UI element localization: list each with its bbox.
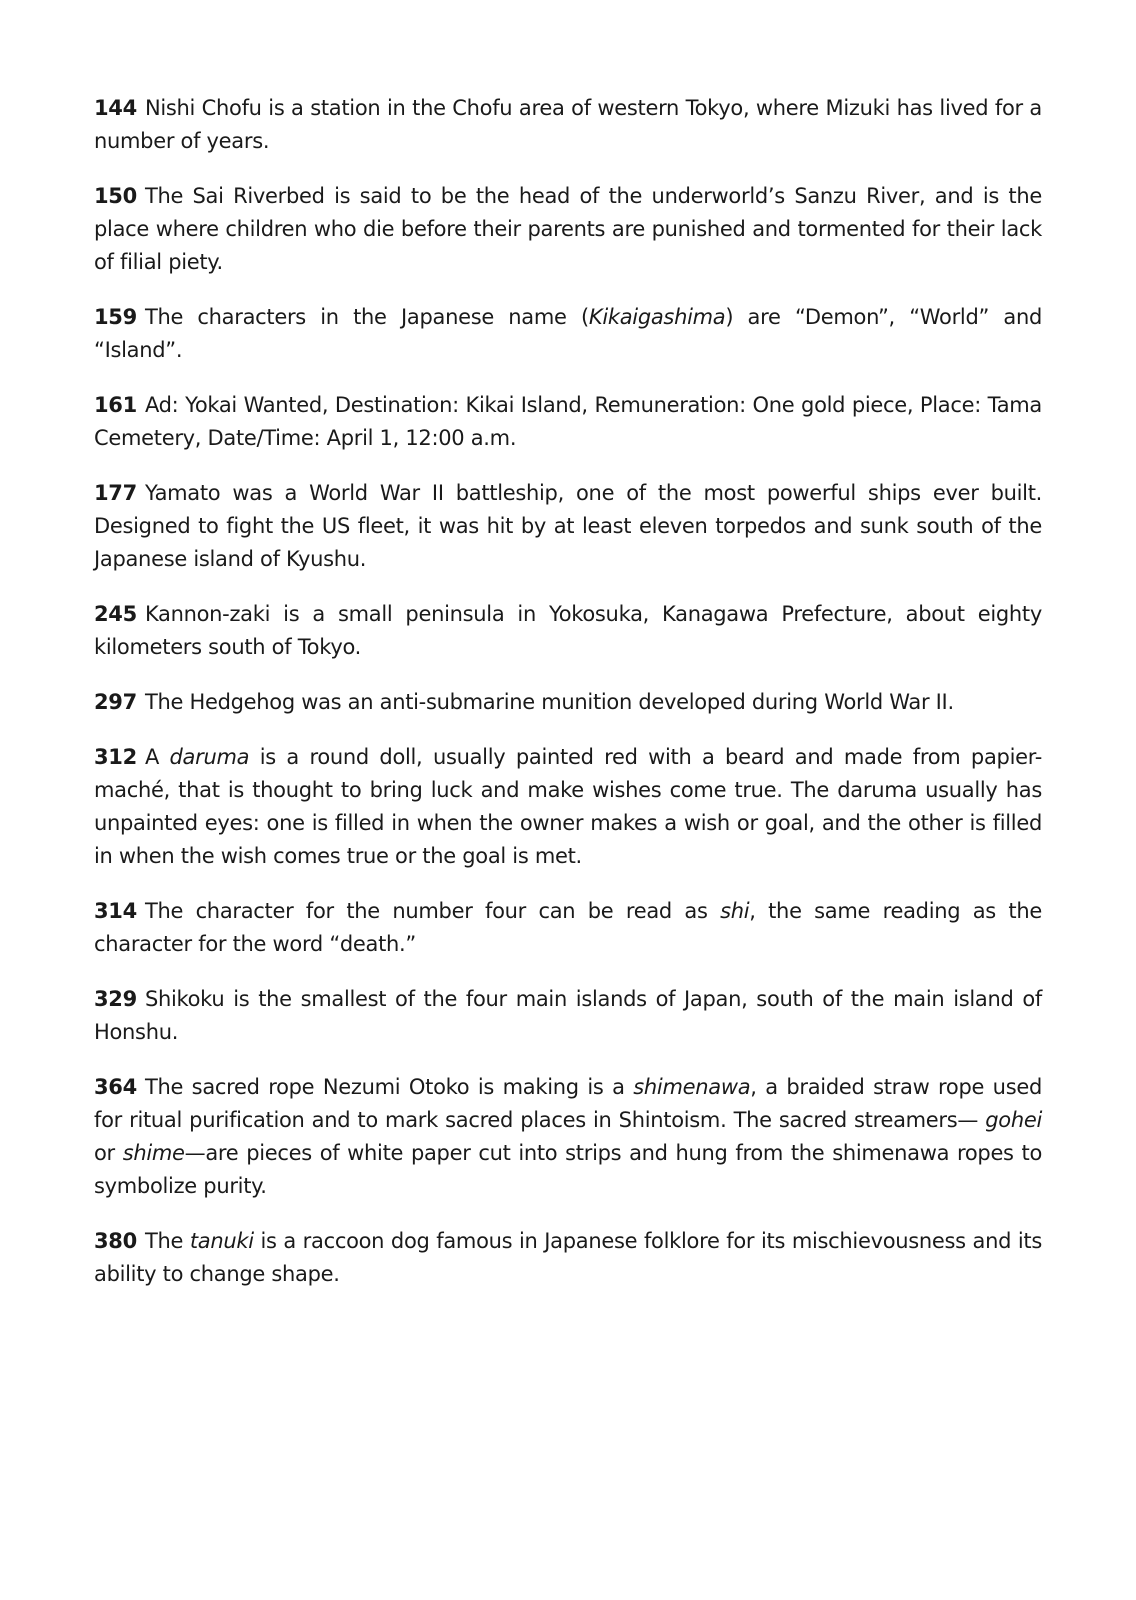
note-177: [94, 477, 1042, 576]
notes-page: [94, 92, 1042, 1313]
note-number: 364: [94, 1075, 137, 1099]
note-italic-term: shime: [122, 1141, 185, 1165]
note-380: [94, 1225, 1042, 1291]
note-italic-term: tanuki: [189, 1229, 254, 1253]
note-number: 161: [94, 393, 137, 417]
note-number: 380: [94, 1229, 137, 1253]
note-text: The Sai Riverbed is said to be the head of the underworld’s Sanzu River, and is the place where children who die before their parents are punished and tormented for their lack of filial piety.: [94, 184, 1042, 274]
note-text: , the same reading as the character for the word “death.”: [94, 899, 1042, 956]
note-number: 245: [94, 602, 137, 626]
note-italic-term: gohei: [985, 1108, 1042, 1132]
note-number: 159: [94, 305, 137, 329]
note-text: is a raccoon dog famous in Japanese folklore for its mischievousness and its ability to change shape.: [94, 1229, 1042, 1286]
note-150: [94, 180, 1042, 279]
note-312: [94, 741, 1042, 873]
note-144: [94, 92, 1042, 158]
note-number: 312: [94, 745, 137, 769]
note-text: Ad: Yokai Wanted, Destination: Kikai Island, Remuneration: One gold piece, Place: Tama Cemetery, Date/Time: April 1, 12:00 a.m.: [94, 393, 1042, 450]
note-italic-term: shimenawa: [633, 1075, 751, 1099]
note-text: ) are “Demon”, “World” and “Island”.: [94, 305, 1042, 362]
note-364: [94, 1071, 1042, 1203]
note-number: 177: [94, 481, 137, 505]
note-245: [94, 598, 1042, 664]
note-italic-term: daruma: [169, 745, 250, 769]
note-314: [94, 895, 1042, 961]
note-text: , a braided straw rope used for ritual purification and to mark sacred places in Shintoism. The sacred streamers—: [94, 1075, 1042, 1132]
note-161: [94, 389, 1042, 455]
note-text: The sacred rope Nezumi Otoko is making is a: [144, 1075, 634, 1099]
note-number: 314: [94, 899, 137, 923]
note-159: [94, 301, 1042, 367]
note-number: 297: [94, 690, 137, 714]
note-text: Nishi Chofu is a station in the Chofu area of western Tokyo, where Mizuki has lived for a number of years.: [94, 96, 1042, 153]
note-number: 150: [94, 184, 137, 208]
note-text: A: [144, 745, 170, 769]
note-text: The: [144, 1229, 190, 1253]
note-text: Shikoku is the smallest of the four main islands of Japan, south of the main island of Honshu.: [94, 987, 1042, 1044]
note-text: The characters in the Japanese name (: [144, 305, 589, 329]
note-text: The character for the number four can be read as: [144, 899, 721, 923]
note-italic-term: Kikaigashima: [588, 305, 726, 329]
note-text: or: [94, 1141, 123, 1165]
note-text: Kannon-zaki is a small peninsula in Yokosuka, Kanagawa Prefecture, about eighty kilometers south of Tokyo.: [94, 602, 1042, 659]
note-italic-term: shi: [720, 899, 750, 923]
note-329: [94, 983, 1042, 1049]
note-text: Yamato was a World War II battleship, one of the most powerful ships ever built. Designed to fight the US fleet, it was hit by at least eleven torpedos and sunk south of the Japanese island of Kyushu.: [94, 481, 1042, 571]
note-297: [94, 686, 1042, 719]
note-text: The Hedgehog was an anti-submarine munition developed during World War II.: [144, 690, 954, 714]
note-number: 329: [94, 987, 137, 1011]
note-text: is a round doll, usually painted red with a beard and made from papier-maché, that is thought to bring luck and make wishes come true. The daruma usually has unpainted eyes: one is filled in when the owner makes a wish or goal, and the other is filled in when the wish comes true or the goal is met.: [94, 745, 1042, 868]
note-number: 144: [94, 96, 137, 120]
note-text: —are pieces of white paper cut into strips and hung from the shimenawa ropes to symbolize purity.: [94, 1141, 1042, 1198]
